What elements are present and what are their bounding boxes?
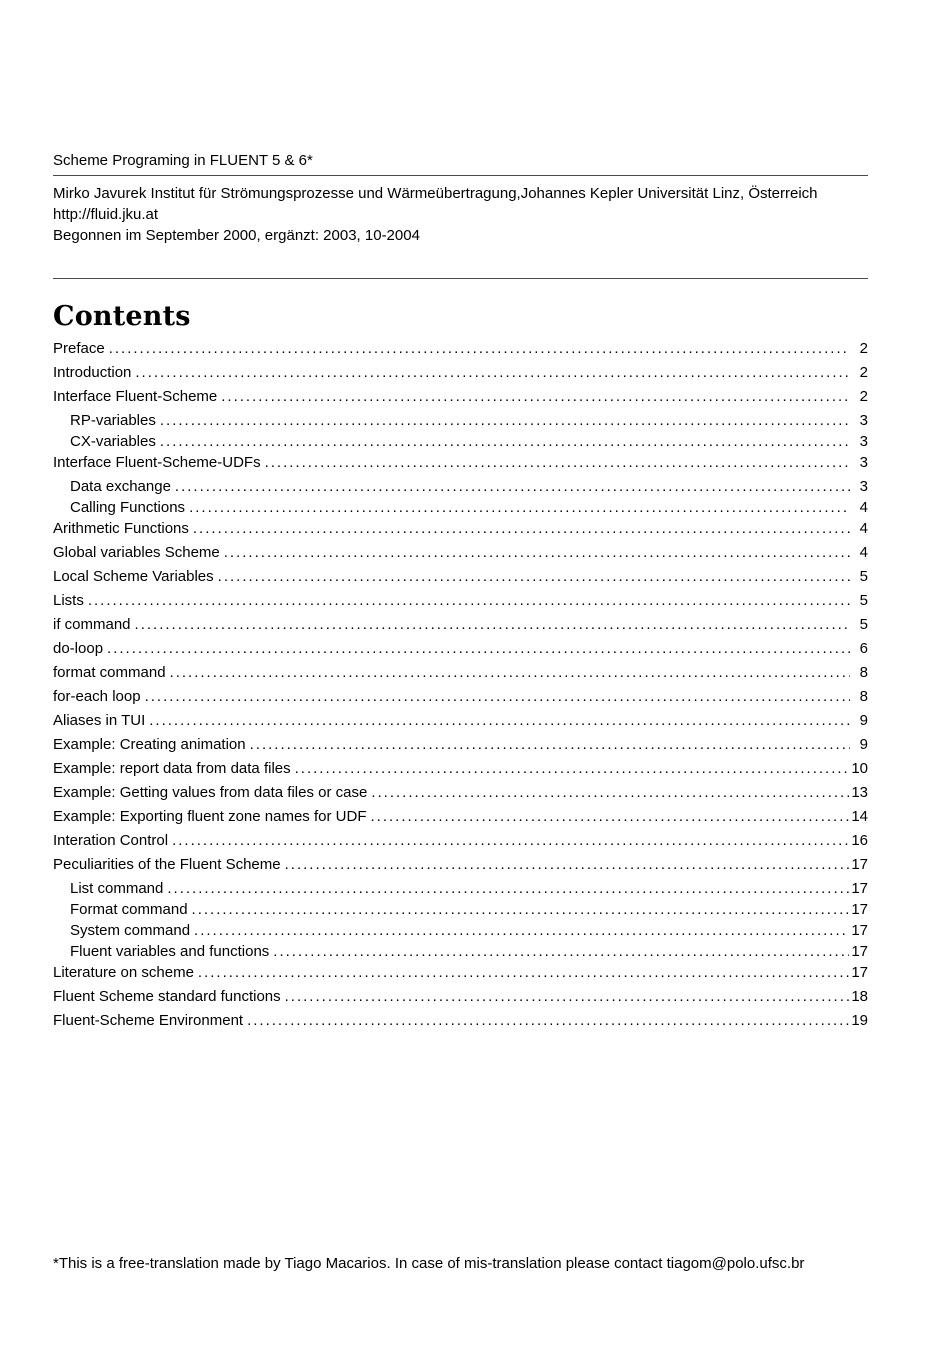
toc-dot-leader bbox=[273, 943, 849, 960]
toc-entry-page: 4 bbox=[859, 544, 868, 561]
toc-entry[interactable] bbox=[53, 478, 868, 499]
toc-entry[interactable] bbox=[53, 568, 868, 592]
toc-entry-label[interactable]: Interation Control bbox=[53, 832, 169, 849]
toc-entry-label[interactable]: Example: Exporting fluent zone names for UDF bbox=[53, 808, 367, 825]
header-divider bbox=[53, 278, 868, 279]
toc-dot-leader bbox=[193, 520, 850, 537]
document-title: Scheme Programing in FLUENT 5 & 6* bbox=[53, 150, 868, 176]
toc-entry[interactable] bbox=[53, 901, 868, 922]
toc-entry-page: 17 bbox=[851, 943, 868, 960]
toc-entry[interactable] bbox=[53, 784, 868, 808]
toc-entry-label[interactable]: Interface Fluent-Scheme-UDFs bbox=[53, 454, 261, 471]
toc-entry-page: 8 bbox=[859, 688, 868, 705]
toc-dot-leader bbox=[247, 1012, 849, 1029]
toc-dot-leader bbox=[160, 412, 850, 429]
toc-entry[interactable] bbox=[53, 712, 868, 736]
toc-dot-leader bbox=[370, 808, 849, 825]
toc-entry-page: 18 bbox=[851, 988, 868, 1005]
toc-entry[interactable] bbox=[53, 736, 868, 760]
toc-entry-label[interactable]: CX-variables bbox=[70, 433, 156, 450]
toc-entry[interactable] bbox=[53, 856, 868, 880]
toc-entry[interactable] bbox=[53, 808, 868, 832]
toc-dot-leader bbox=[189, 499, 850, 516]
header-url: http://fluid.jku.at bbox=[53, 206, 159, 223]
toc-entry-page: 5 bbox=[859, 568, 868, 585]
toc-entry-label[interactable]: Format command bbox=[70, 901, 188, 918]
toc-entry-page: 3 bbox=[859, 454, 868, 471]
toc-dot-leader bbox=[167, 880, 849, 897]
toc-entry[interactable] bbox=[53, 943, 868, 964]
toc-dot-leader bbox=[192, 901, 850, 918]
toc-entry-page: 2 bbox=[859, 388, 868, 405]
toc-entry-page: 17 bbox=[851, 901, 868, 918]
toc-entry[interactable] bbox=[53, 592, 868, 616]
toc-entry-label[interactable]: Preface bbox=[53, 340, 105, 357]
toc-entry[interactable] bbox=[53, 433, 868, 454]
toc-entry-page: 13 bbox=[851, 784, 868, 801]
toc-dot-leader bbox=[218, 568, 850, 585]
toc-entry[interactable] bbox=[53, 760, 868, 784]
toc-entry[interactable] bbox=[53, 640, 868, 664]
toc-entry-page: 19 bbox=[851, 1012, 868, 1029]
toc-entry-label[interactable]: Introduction bbox=[53, 364, 132, 381]
toc-entry-label[interactable]: Example: Getting values from data files or case bbox=[53, 784, 368, 801]
toc-entry-page: 17 bbox=[851, 964, 868, 981]
toc-entry[interactable] bbox=[53, 520, 868, 544]
toc-entry[interactable] bbox=[53, 664, 868, 688]
toc-entry-label[interactable]: Aliases in TUI bbox=[53, 712, 146, 729]
toc-entry-page: 14 bbox=[851, 808, 868, 825]
toc-entry-label[interactable]: do-loop bbox=[53, 640, 104, 657]
toc-dot-leader bbox=[149, 712, 850, 729]
toc-entry[interactable] bbox=[53, 988, 868, 1012]
toc-dot-leader bbox=[224, 544, 850, 561]
toc-dot-leader bbox=[160, 433, 850, 450]
toc-entry-page: 5 bbox=[859, 616, 868, 633]
toc-dot-leader bbox=[285, 856, 850, 873]
toc-entry-page: 17 bbox=[851, 922, 868, 939]
toc-entry[interactable] bbox=[53, 388, 868, 412]
toc-dot-leader bbox=[88, 592, 850, 609]
toc-entry-label[interactable]: System command bbox=[70, 922, 191, 939]
toc-entry-page: 9 bbox=[859, 712, 868, 729]
toc-dot-leader bbox=[109, 340, 850, 357]
toc-dot-leader bbox=[194, 922, 849, 939]
toc-entry-label[interactable]: Example: report data from data files bbox=[53, 760, 291, 777]
toc-entry-label[interactable]: if command bbox=[53, 616, 131, 633]
toc-dot-leader bbox=[221, 388, 850, 405]
toc-entry-label[interactable]: Literature on scheme bbox=[53, 964, 194, 981]
toc-entry[interactable] bbox=[53, 544, 868, 568]
toc-entry-page: 17 bbox=[851, 880, 868, 897]
toc-entry-label[interactable]: List command bbox=[70, 880, 164, 897]
toc-dot-leader bbox=[107, 640, 850, 657]
toc-dot-leader bbox=[198, 964, 849, 981]
toc-entry[interactable] bbox=[53, 922, 868, 943]
toc-list bbox=[53, 340, 868, 1036]
toc-entry-page: 6 bbox=[859, 640, 868, 657]
toc-entry-page: 4 bbox=[859, 520, 868, 537]
toc-entry-page: 3 bbox=[859, 433, 868, 450]
toc-entry-page: 3 bbox=[859, 478, 868, 495]
toc-entry[interactable] bbox=[53, 412, 868, 433]
toc-dot-leader bbox=[285, 988, 850, 1005]
toc-entry-page: 5 bbox=[859, 592, 868, 609]
toc-entry[interactable] bbox=[53, 499, 868, 520]
toc-entry[interactable] bbox=[53, 688, 868, 712]
contents-heading: Contents bbox=[53, 301, 191, 332]
toc-entry[interactable] bbox=[53, 1012, 868, 1036]
toc-entry-label[interactable]: RP-variables bbox=[70, 412, 156, 429]
toc-entry-label[interactable]: Peculiarities of the Fluent Scheme bbox=[53, 856, 281, 873]
toc-entry-label[interactable]: Local Scheme Variables bbox=[53, 568, 214, 585]
toc-dot-leader bbox=[265, 454, 850, 471]
toc-dot-leader bbox=[135, 364, 850, 381]
toc-dot-leader bbox=[172, 832, 849, 849]
document-header bbox=[53, 150, 868, 246]
toc-entry-page: 4 bbox=[859, 499, 868, 516]
toc-dot-leader bbox=[135, 616, 850, 633]
toc-entry-label[interactable]: Lists bbox=[53, 592, 84, 609]
toc-entry-label[interactable]: format command bbox=[53, 664, 166, 681]
toc-entry[interactable] bbox=[53, 880, 868, 901]
toc-dot-leader bbox=[250, 736, 850, 753]
toc-dot-leader bbox=[170, 664, 850, 681]
toc-entry-label[interactable]: Fluent Scheme standard functions bbox=[53, 988, 281, 1005]
date-line: Begonnen im September 2000, ergänzt: 2003, 10-2004 bbox=[53, 227, 420, 244]
toc-entry-label[interactable]: for-each loop bbox=[53, 688, 141, 705]
toc-entry[interactable] bbox=[53, 832, 868, 856]
toc-entry-label[interactable]: Fluent-Scheme Environment bbox=[53, 1012, 244, 1029]
toc-entry-label[interactable]: Fluent variables and functions bbox=[70, 943, 270, 960]
toc-entry-page: 17 bbox=[851, 856, 868, 873]
toc-entry-page: 9 bbox=[859, 736, 868, 753]
toc-entry-label[interactable]: Arithmetic Functions bbox=[53, 520, 189, 537]
toc-entry[interactable] bbox=[53, 340, 868, 364]
author-line: Mirko Javurek Institut für Strömungsprozesse und Wärmeübertragung,Johannes Kepler Universität Linz, Österreich bbox=[53, 185, 818, 202]
toc-entry-page: 10 bbox=[851, 760, 868, 777]
toc-entry-page: 2 bbox=[859, 364, 868, 381]
toc-entry-label[interactable]: Calling Functions bbox=[70, 499, 186, 516]
toc-entry[interactable] bbox=[53, 364, 868, 388]
toc-entry-page: 8 bbox=[859, 664, 868, 681]
toc-dot-leader bbox=[295, 760, 850, 777]
toc-entry[interactable] bbox=[53, 964, 868, 988]
toc-entry-label[interactable]: Data exchange bbox=[70, 478, 171, 495]
toc-entry-page: 3 bbox=[859, 412, 868, 429]
toc-entry-label[interactable]: Example: Creating animation bbox=[53, 736, 246, 753]
toc-dot-leader bbox=[371, 784, 849, 801]
toc-dot-leader bbox=[175, 478, 850, 495]
toc-entry-page: 2 bbox=[859, 340, 868, 357]
toc-entry[interactable] bbox=[53, 454, 868, 478]
toc-entry-page: 16 bbox=[851, 832, 868, 849]
toc-entry-label[interactable]: Interface Fluent-Scheme bbox=[53, 388, 218, 405]
toc-dot-leader bbox=[145, 688, 850, 705]
toc-entry-label[interactable]: Global variables Scheme bbox=[53, 544, 220, 561]
toc-entry[interactable] bbox=[53, 616, 868, 640]
translation-note: *This is a free-translation made by Tiago Macarios. In case of mis-translation please contact tiagom@polo.ufsc.br bbox=[53, 1255, 805, 1272]
